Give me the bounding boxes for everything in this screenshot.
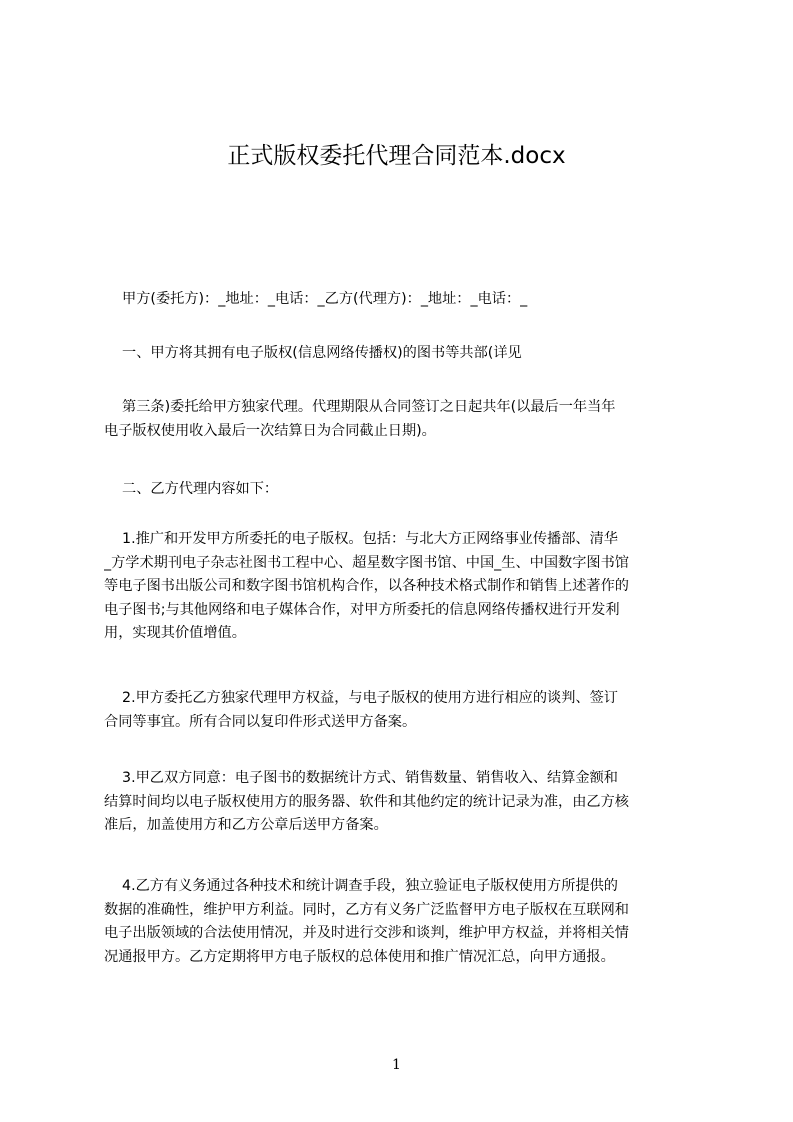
text-line: 数据的准确性，维护甲方利益。同时，乙方有义务广泛监督甲方电子版权在互联网和 bbox=[104, 901, 629, 918]
paragraph-item-2 bbox=[104, 687, 700, 734]
text-line: 2.甲方委托乙方独家代理甲方权益，与电子版权的使用方进行相应的谈判、签订 bbox=[104, 690, 618, 706]
text-line: 甲方(委托方)：_地址：_电话：_乙方(代理方)：_地址：_电话：_ bbox=[104, 291, 528, 307]
text-line: 3.甲乙双方同意：电子图书的数据统计方式、销售数量、销售收入、结算金额和 bbox=[104, 770, 618, 786]
text-line: 等电子图书出版公司和数字图书馆机构合作，以各种技术格式制作和销售上述著作的 bbox=[104, 578, 629, 594]
paragraph-clause-2-heading bbox=[104, 478, 700, 502]
text-line: 电子版权使用收入最后一次结算日为合同截止日期)。 bbox=[104, 422, 436, 439]
text-line: 电子出版领域的合法使用情况，并及时进行交涉和谈判，维护甲方权益，并将相关情 bbox=[104, 925, 629, 941]
paragraph-clause-1 bbox=[104, 342, 700, 366]
text-line: 况通报甲方。乙方定期将甲方电子版权的总体使用和推广情况汇总，向甲方通报。 bbox=[104, 948, 615, 965]
text-line: 合同等事宜。所有合同以复印件形式送甲方备案。 bbox=[104, 713, 417, 730]
paragraph-item-4 bbox=[104, 875, 700, 969]
text-line: 二、乙方代理内容如下： bbox=[104, 481, 279, 497]
text-line: 准后，加盖使用方和乙方公章后送甲方备案。 bbox=[104, 817, 388, 833]
text-line: 电子图书;与其他网络和电子媒体合作，对甲方所委托的信息网络传播权进行开发利 bbox=[104, 601, 620, 618]
paragraph-clause-1-continued bbox=[104, 396, 700, 443]
paragraph-item-3 bbox=[104, 767, 700, 838]
text-line: 1.推广和开发甲方所委托的电子版权。包括：与北大方正网络事业传播部、清华 bbox=[104, 531, 618, 547]
page-number: 1 bbox=[392, 1057, 401, 1073]
text-line: 用，实现其价值增值。 bbox=[104, 625, 246, 641]
text-line: 一、甲方将其拥有电子版权(信息网络传播权)的图书等共部(详见 bbox=[104, 345, 522, 361]
paragraph-item-1 bbox=[104, 528, 700, 646]
text-line: _方学术期刊电子杂志社图书工程中心、超星数字图书馆、中国_生、中国数字图书馆 bbox=[104, 554, 629, 571]
text-line: 4.乙方有义务通过各种技术和统计调查手段，独立验证电子版权使用方所提供的 bbox=[104, 878, 618, 894]
document-title: 正式版权委托代理合同范本.docx bbox=[227, 143, 566, 169]
text-line: 第三条)委托给甲方独家代理。代理期限从合同签订之日起共年(以最后一年当年 bbox=[104, 399, 616, 415]
text-line: 结算时间均以电子版权使用方的服务器、软件和其他约定的统计记录为准，由乙方核 bbox=[104, 793, 629, 810]
paragraph-party-info bbox=[104, 288, 700, 312]
